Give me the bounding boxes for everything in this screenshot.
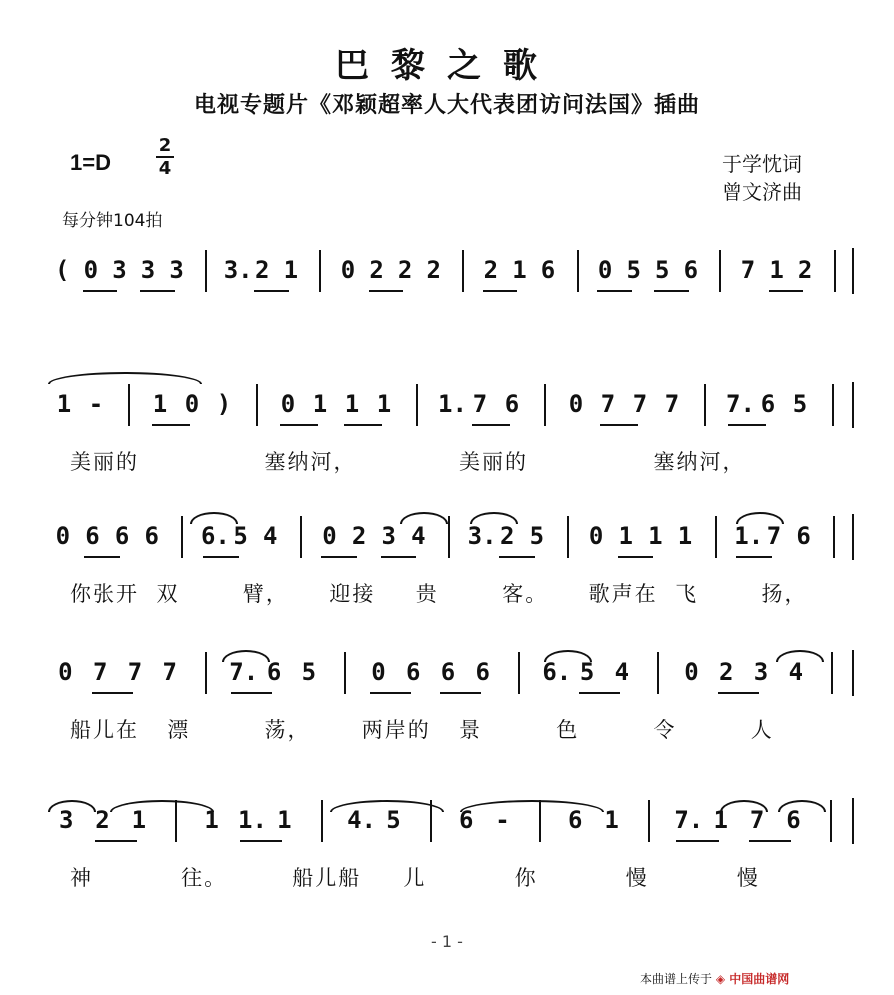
bar-line <box>831 652 833 694</box>
slur <box>48 372 202 384</box>
time-signature-bottom: 4 <box>158 158 172 179</box>
note: 7 <box>92 658 108 686</box>
note: 3 <box>753 658 769 686</box>
note: 2 <box>351 522 367 550</box>
note: 3. <box>467 522 497 550</box>
bar-line <box>256 384 258 426</box>
note: 5 <box>655 256 670 284</box>
beam-underline <box>280 424 318 426</box>
lyric: 儿 <box>403 866 427 890</box>
lyric: 人 <box>750 718 774 742</box>
note: 6 <box>796 522 811 550</box>
beam-underline <box>579 692 620 694</box>
note: 1 <box>344 390 360 418</box>
slur <box>736 512 784 524</box>
lyric: 你张开 <box>70 582 139 606</box>
key-signature: 1=D <box>70 150 111 175</box>
lyric: 两岸的 <box>361 718 431 742</box>
beam-underline <box>321 556 357 558</box>
footer <box>640 970 789 987</box>
bar-line <box>300 516 302 558</box>
lyric: 贵 <box>415 582 439 606</box>
lyric: 美丽的 <box>70 450 139 474</box>
note: 7 <box>740 256 756 284</box>
lyric: 飞 <box>675 582 699 606</box>
note: 7. <box>674 806 704 834</box>
composer-credit: 曾文济曲 <box>722 180 802 204</box>
note: 4 <box>614 658 630 686</box>
song-subtitle: 电视专题片《邓颖超率人大代表团访问法国》插曲 <box>193 93 700 118</box>
lyric: 歌声在 <box>588 582 658 606</box>
bar-line <box>205 250 207 292</box>
note: 1 <box>277 806 292 834</box>
time-signature-top: 2 <box>158 135 172 156</box>
end-bar-line <box>852 798 854 844</box>
note: 0 <box>184 390 200 418</box>
note: 6 <box>85 522 100 550</box>
bar-line <box>344 652 346 694</box>
note: 7 <box>766 522 782 550</box>
beam-underline <box>472 424 510 426</box>
note: 1 <box>512 256 527 284</box>
lyric: 令 <box>653 718 677 742</box>
note: 2 <box>426 256 441 284</box>
note: 7 <box>632 390 648 418</box>
beam-underline <box>618 556 654 558</box>
beam-underline <box>728 424 766 426</box>
bar-line <box>544 384 546 426</box>
page-number: - 1 - <box>431 932 463 951</box>
lyric: 美丽的 <box>459 450 528 474</box>
note: 1 <box>648 522 663 550</box>
note: 6 <box>760 390 776 418</box>
note: 2 <box>797 256 813 284</box>
bar-line <box>715 516 717 558</box>
lyric: 迎接 <box>329 582 376 606</box>
note: 2 <box>95 806 110 834</box>
lyric: 色 <box>556 718 580 742</box>
note: 0 <box>371 658 386 686</box>
bar-line <box>833 516 835 558</box>
bar-line <box>704 384 706 426</box>
note: 1 <box>677 522 693 550</box>
note: 7. <box>229 658 259 686</box>
note: 5 <box>386 806 401 834</box>
note: 6 <box>114 522 130 550</box>
beam-underline <box>369 290 404 292</box>
lyric: 塞纳河， <box>264 450 357 474</box>
beam-underline <box>736 556 772 558</box>
note: 2 <box>255 256 270 284</box>
note: 2 <box>369 256 384 284</box>
end-bar-line <box>852 650 854 696</box>
note: 1 <box>713 806 728 834</box>
note: 1. <box>438 390 467 418</box>
note: 6 <box>266 658 282 686</box>
note: 5 <box>301 658 317 686</box>
lyric: 慢 <box>625 866 649 890</box>
site-logo: ◈ 中国曲谱网 <box>715 972 790 986</box>
lyric: 漂 <box>167 718 191 742</box>
bar-line <box>567 516 569 558</box>
tempo-marking: 每分钟104拍 <box>62 211 163 231</box>
bar-line <box>830 800 832 842</box>
note: 1 <box>769 256 784 284</box>
slur <box>470 512 518 524</box>
lyric: 塞纳河， <box>653 450 746 474</box>
song-title: 巴黎之歌 <box>335 46 559 86</box>
lyric: 神 <box>70 866 93 890</box>
bar-line <box>128 384 130 426</box>
note: 6 <box>683 256 699 284</box>
beam-underline <box>95 840 137 842</box>
note: 7 <box>472 390 488 418</box>
note: 1. <box>734 522 764 550</box>
lyricist-credit: 于学忱词 <box>722 152 802 176</box>
note: 2 <box>719 658 734 686</box>
lyric: 船儿在 <box>70 718 139 742</box>
note: 7. <box>726 390 755 418</box>
bar-line <box>462 250 464 292</box>
notation-row <box>0 250 894 302</box>
beam-underline <box>499 556 535 558</box>
note: 7 <box>664 390 680 418</box>
note: 6 <box>458 806 474 834</box>
beam-underline <box>440 692 481 694</box>
beam-underline <box>483 290 518 292</box>
note: 0 <box>597 256 613 284</box>
beam-underline <box>83 290 118 292</box>
beam-underline <box>84 556 120 558</box>
bar-line <box>648 800 650 842</box>
note: 1 <box>283 256 299 284</box>
note: - <box>88 390 104 418</box>
lyric: 荡， <box>264 718 311 742</box>
note: 5 <box>626 256 641 284</box>
lyric: 景 <box>459 718 482 742</box>
lyric: 臂， <box>242 582 289 606</box>
end-bar-line <box>852 382 854 428</box>
beam-underline <box>344 424 382 426</box>
notation-row <box>0 384 894 436</box>
bar-line <box>577 250 579 292</box>
beam-underline <box>381 556 417 558</box>
note: 5 <box>792 390 808 418</box>
beam-underline <box>597 290 632 292</box>
lyric: 客。 <box>502 582 549 606</box>
bar-line <box>416 384 418 426</box>
note: 1 <box>152 390 168 418</box>
beam-underline <box>240 840 282 842</box>
time-signature <box>156 136 174 178</box>
note: 1 <box>131 806 147 834</box>
beam-underline <box>140 290 175 292</box>
note: 1 <box>56 390 72 418</box>
note: 3. <box>223 256 253 284</box>
slur <box>190 512 238 524</box>
lyric: 船儿船 <box>292 866 362 890</box>
note: 7 <box>127 658 143 686</box>
note: 3 <box>112 256 127 284</box>
beam-underline <box>231 692 272 694</box>
note: 0 <box>83 256 99 284</box>
note: 0 <box>322 522 337 550</box>
note: 6 <box>540 256 556 284</box>
beam-underline <box>254 290 289 292</box>
bar-line <box>518 652 520 694</box>
note: 1 <box>604 806 619 834</box>
beam-underline <box>676 840 718 842</box>
note: 4 <box>411 522 426 550</box>
beam-underline <box>152 424 190 426</box>
note: 2 <box>483 256 499 284</box>
bar-line <box>205 652 207 694</box>
note: 6 <box>786 806 801 834</box>
note: 5 <box>529 522 545 550</box>
lyric: 慢 <box>736 866 760 890</box>
note: 2 <box>397 256 413 284</box>
note: 6. <box>542 658 572 686</box>
bar-line <box>181 516 183 558</box>
note: 3 <box>140 256 156 284</box>
end-bar-line <box>852 514 854 560</box>
bar-line <box>834 250 836 292</box>
note: 7 <box>162 658 177 686</box>
credits <box>722 150 802 206</box>
note: 1 <box>376 390 392 418</box>
note: 2 <box>500 522 515 550</box>
note: 0 <box>588 522 604 550</box>
site-name: 中国曲谱网 <box>729 972 790 986</box>
note: - <box>495 806 510 834</box>
bar-line <box>719 250 721 292</box>
note: 6 <box>475 658 490 686</box>
beam-underline <box>769 290 804 292</box>
note: 1 <box>312 390 328 418</box>
bar-line <box>321 800 323 842</box>
note: 0 <box>684 658 699 686</box>
beam-underline <box>370 692 411 694</box>
beam-underline <box>749 840 791 842</box>
note: 6. <box>200 522 230 550</box>
note: 6 <box>144 522 159 550</box>
note: 4 <box>262 522 278 550</box>
note: 6 <box>405 658 421 686</box>
bar-line <box>319 250 321 292</box>
lyric: 扬， <box>761 582 808 606</box>
note: ) <box>216 390 232 418</box>
note: 5 <box>233 522 248 550</box>
lyric: 你 <box>514 866 538 890</box>
note: 1 <box>618 522 633 550</box>
note: 1. <box>238 806 267 834</box>
beam-underline <box>600 424 638 426</box>
note: 0 <box>568 390 584 418</box>
note: 6 <box>504 390 520 418</box>
lyric: 双 <box>156 582 180 606</box>
beam-underline <box>92 692 133 694</box>
note: 7 <box>600 390 616 418</box>
bar-line <box>832 384 834 426</box>
note: 0 <box>280 390 296 418</box>
note: ( <box>55 256 70 284</box>
note: 4 <box>788 658 804 686</box>
note: 0 <box>340 256 356 284</box>
note: 3 <box>58 806 74 834</box>
note: 0 <box>55 522 71 550</box>
note: 3 <box>381 522 396 550</box>
note: 7 <box>749 806 765 834</box>
bar-line <box>448 516 450 558</box>
beam-underline <box>718 692 759 694</box>
bar-line <box>657 652 659 694</box>
note: 5 <box>579 658 595 686</box>
beam-underline <box>654 290 689 292</box>
lyric: 往。 <box>181 866 228 890</box>
beam-underline <box>203 556 239 558</box>
footer-prefix: 本曲谱上传于 <box>640 972 713 986</box>
note: 6 <box>440 658 456 686</box>
slur <box>400 512 448 524</box>
end-bar-line <box>852 248 854 294</box>
note: 4. <box>347 806 376 834</box>
note: 1 <box>204 806 219 834</box>
note: 3 <box>169 256 184 284</box>
note: 0 <box>58 658 73 686</box>
note: 6 <box>568 806 583 834</box>
notation-row <box>0 652 894 704</box>
